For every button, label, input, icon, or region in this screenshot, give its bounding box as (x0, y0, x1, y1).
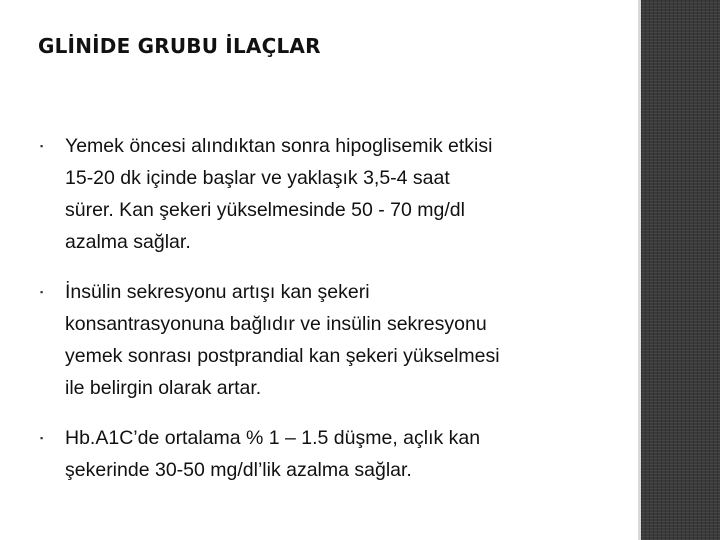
bullet-line: şekerinde 30-50 mg/dl’lik azalma sağlar. (65, 459, 412, 481)
bullet-line: sürer. Kan şekeri yükselmesinde 50 - 70 mg/dl (65, 199, 465, 221)
bullet-line: İnsülin sekresyonu artışı kan şekeri (65, 281, 370, 303)
bullet-item-2 (40, 276, 615, 404)
bullet-line: Hb.A1C’de ortalama % 1 – 1.5 düşme, açlık kan (65, 427, 481, 449)
bullet-item-3 (40, 422, 615, 486)
bullet-line: azalma sağlar. (65, 231, 191, 253)
bullet-marker-icon: ▪ (40, 141, 44, 151)
bullet-list (40, 130, 615, 504)
decorative-side-bar (641, 0, 720, 540)
bullet-marker-icon: ▪ (40, 287, 44, 297)
bullet-line: 15-20 dk içinde başlar ve yaklaşık 3,5-4 saat (65, 167, 450, 189)
bullet-marker-icon: ▪ (40, 433, 44, 443)
bullet-line: Yemek öncesi alındıktan sonra hipoglisemik etkisi (65, 135, 493, 157)
bullet-item-1 (40, 130, 615, 258)
bullet-line: yemek sonrası postprandial kan şekeri yükselmesi (65, 345, 500, 367)
bullet-line: konsantrasyonuna bağlıdır ve insülin sekresyonu (65, 313, 487, 335)
bullet-line: ile belirgin olarak artar. (65, 377, 262, 399)
slide-title: GLİNİDE GRUBU İLAÇLAR (38, 34, 321, 58)
